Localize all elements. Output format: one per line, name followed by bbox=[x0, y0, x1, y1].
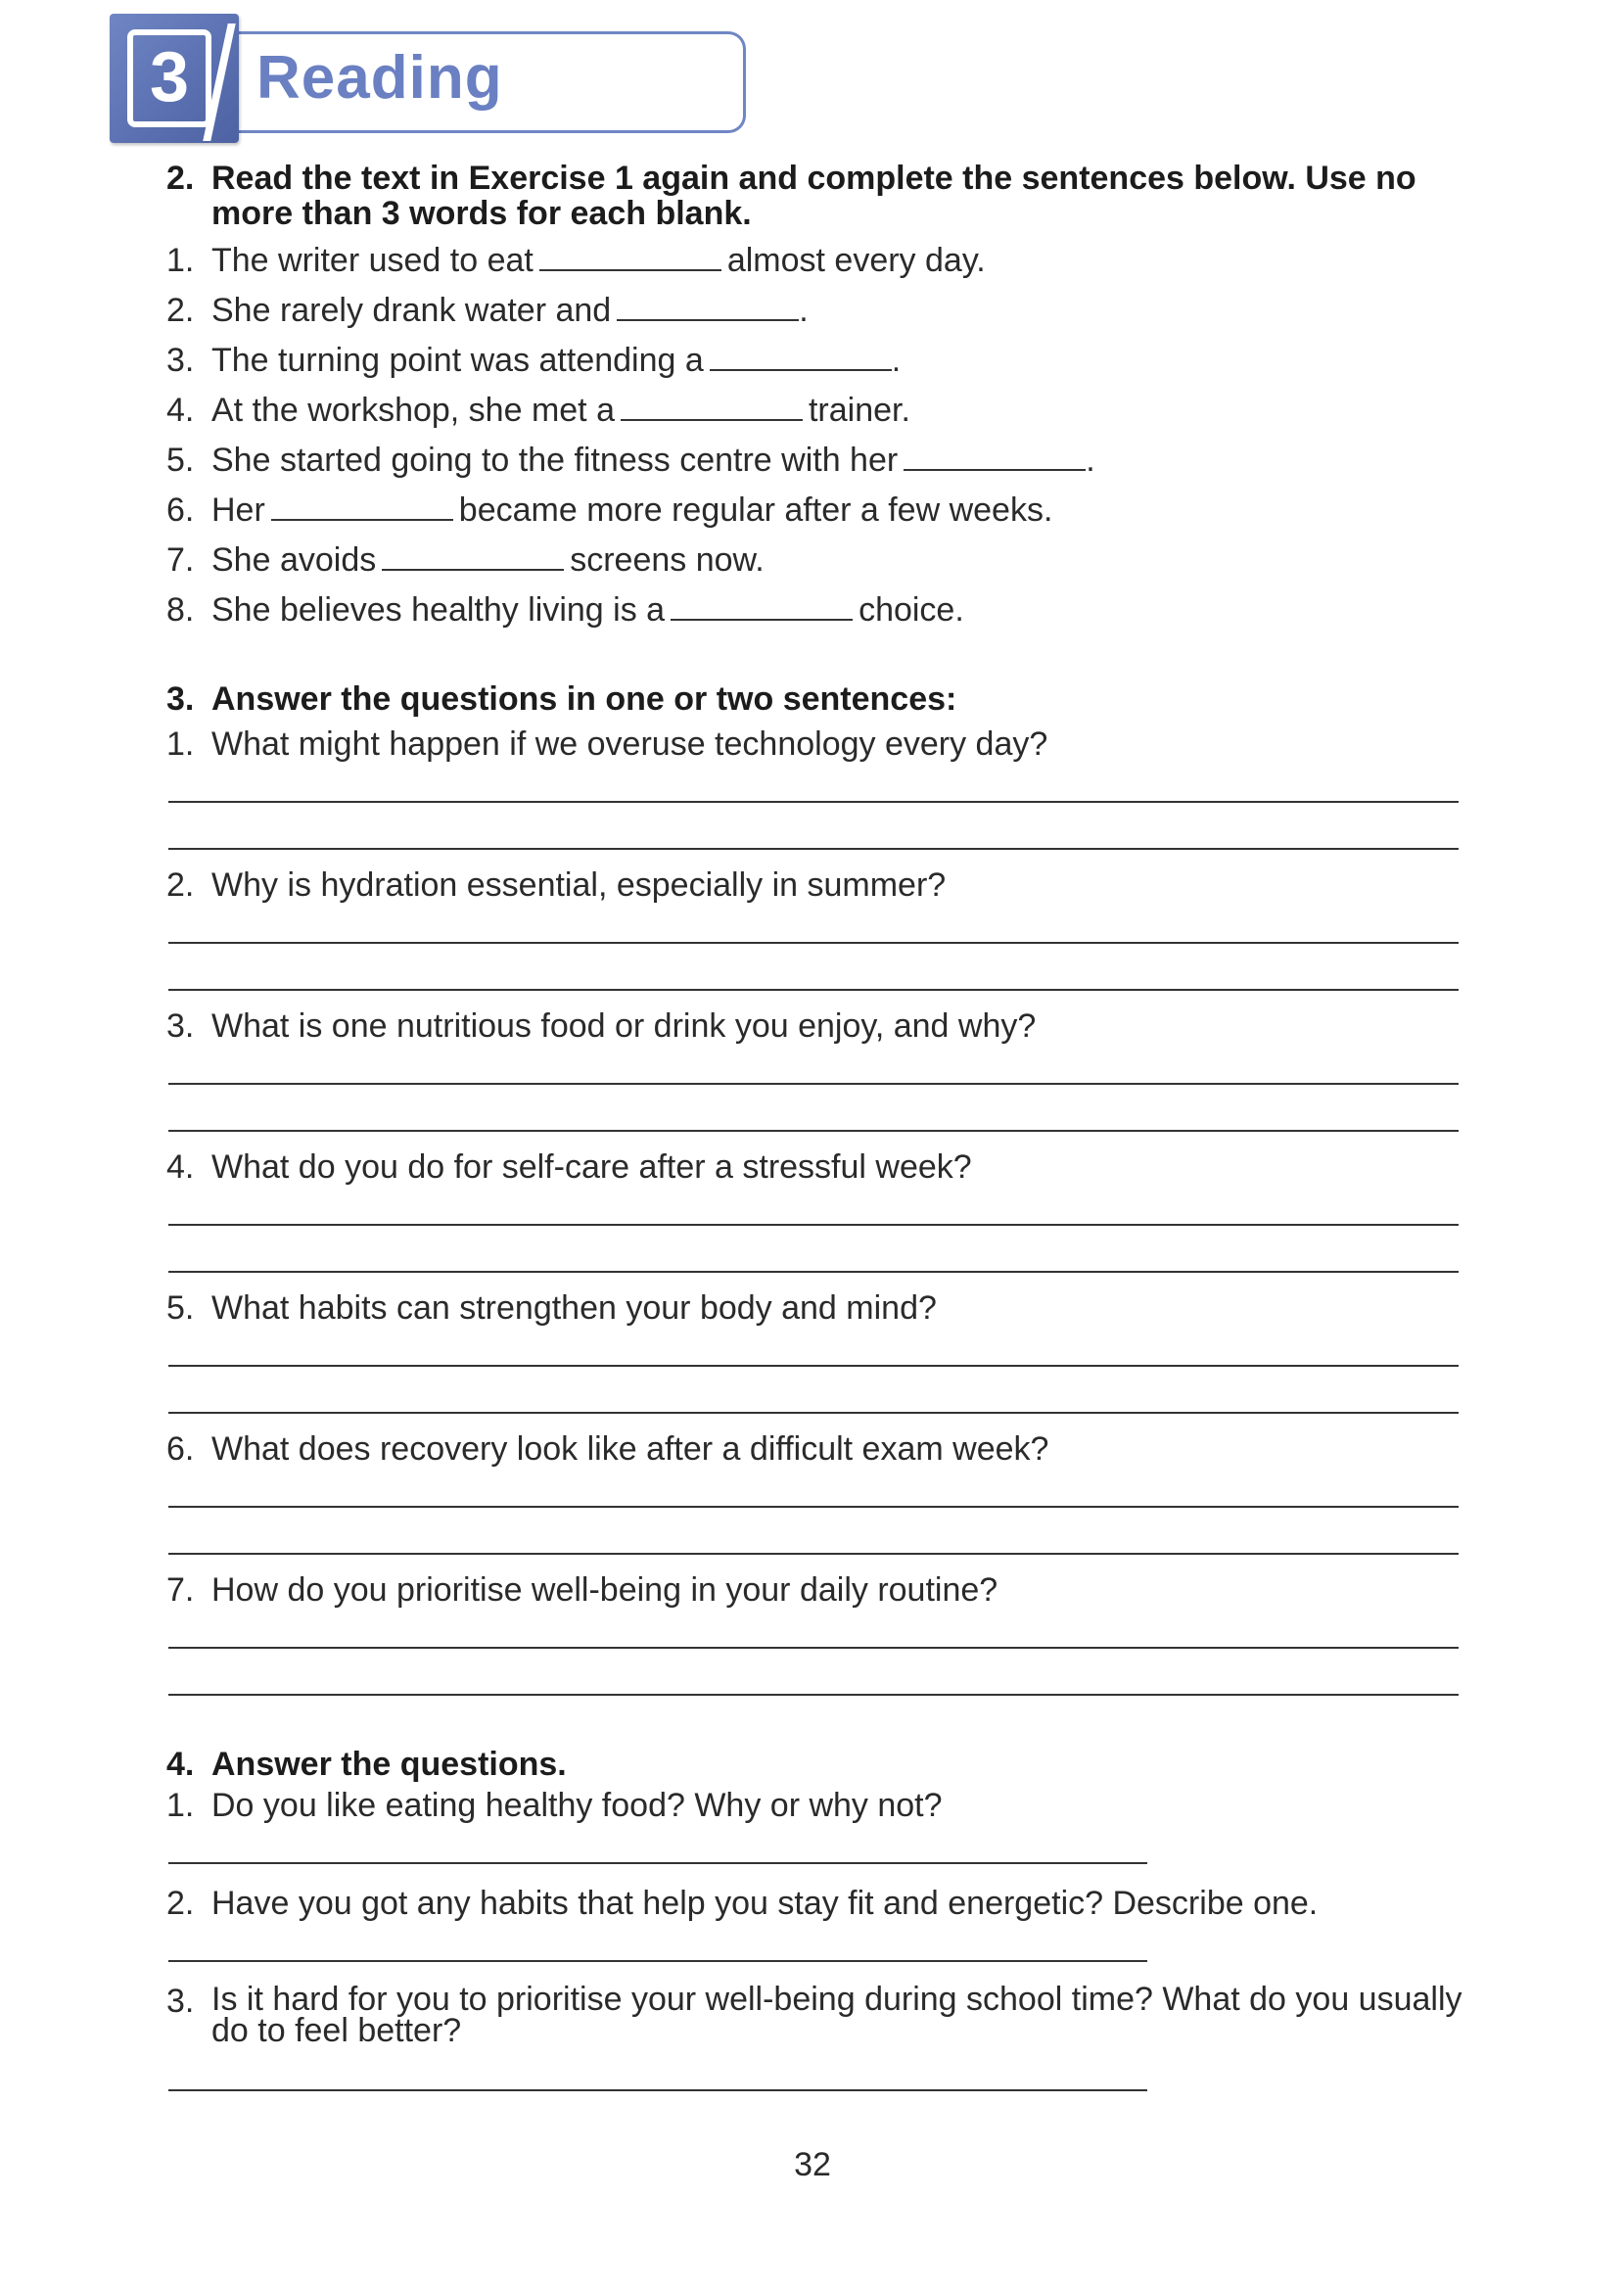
exercise-instruction: Read the text in Exercise 1 again and complete the sentences below. Use no more than 3 words for each blank. bbox=[211, 160, 1416, 232]
unit-badge bbox=[110, 14, 239, 143]
answer-line[interactable] bbox=[168, 1271, 1459, 1273]
sentence-item: 7. She avoids screens now. bbox=[166, 541, 765, 579]
answer-line[interactable] bbox=[168, 801, 1459, 803]
answer-blank[interactable] bbox=[904, 442, 1086, 471]
answer-line[interactable] bbox=[168, 1130, 1459, 1132]
answer-blank[interactable] bbox=[710, 342, 892, 371]
exercise-3-heading bbox=[166, 681, 1478, 717]
answer-line[interactable] bbox=[168, 989, 1459, 991]
answer-line[interactable] bbox=[168, 1553, 1459, 1555]
sentence-item: 2. She rarely drank water and . bbox=[166, 292, 809, 329]
answer-blank[interactable] bbox=[671, 591, 853, 621]
sentence-item: 6. Her became more regular after a few weeks. bbox=[166, 491, 1053, 529]
question-item: 7. How do you prioritise well-being in your daily routine? bbox=[166, 1571, 998, 1609]
sentence-item: 5. She started going to the fitness centre with her . bbox=[166, 442, 1095, 479]
exercise-number: 4. bbox=[166, 1746, 195, 1783]
question-item: 3. Is it hard for you to prioritise your well-being during school time? What do you usually do to feel better? bbox=[166, 1981, 1462, 2049]
question-item: 4. What do you do for self-care after a stressful week? bbox=[166, 1148, 972, 1186]
answer-blank[interactable] bbox=[271, 491, 453, 521]
answer-line[interactable] bbox=[168, 1365, 1459, 1367]
answer-line[interactable] bbox=[168, 1694, 1459, 1696]
unit-number: 3 bbox=[127, 29, 211, 127]
answer-line[interactable] bbox=[168, 1647, 1459, 1649]
answer-blank[interactable] bbox=[382, 541, 564, 571]
exercise-instruction: Answer the questions. bbox=[211, 1746, 567, 1783]
answer-line[interactable] bbox=[168, 848, 1459, 850]
answer-line[interactable] bbox=[168, 942, 1459, 944]
sentence-item: 3. The turning point was attending a . bbox=[166, 342, 902, 379]
answer-line[interactable] bbox=[168, 1224, 1459, 1226]
sentence-item: 1. The writer used to eat almost every day. bbox=[166, 242, 986, 279]
answer-line[interactable] bbox=[168, 1862, 1147, 1864]
answer-line[interactable] bbox=[168, 1083, 1459, 1085]
question-item: 1. Do you like eating healthy food? Why or why not? bbox=[166, 1787, 943, 1824]
answer-line[interactable] bbox=[168, 1412, 1459, 1414]
answer-blank[interactable] bbox=[539, 242, 721, 271]
question-item: 5. What habits can strengthen your body and mind? bbox=[166, 1289, 937, 1327]
answer-blank[interactable] bbox=[617, 292, 799, 321]
question-item: 2. Why is hydration essential, especially in summer? bbox=[166, 866, 947, 904]
exercise-4-heading bbox=[166, 1747, 1478, 1782]
answer-blank[interactable] bbox=[621, 392, 803, 421]
sentence-item: 4. At the workshop, she met a trainer. bbox=[166, 392, 910, 429]
sentence-item: 8. She believes healthy living is a choice. bbox=[166, 591, 964, 629]
exercise-number: 2. bbox=[166, 160, 195, 197]
answer-line[interactable] bbox=[168, 1506, 1459, 1508]
answer-line[interactable] bbox=[168, 1960, 1147, 1962]
page-number: 32 bbox=[794, 2146, 831, 2183]
exercise-instruction: Answer the questions in one or two sentences: bbox=[211, 680, 957, 718]
question-item: 3. What is one nutritious food or drink you enjoy, and why? bbox=[166, 1007, 1037, 1045]
page-title: Reading bbox=[256, 44, 503, 112]
question-item: 2. Have you got any habits that help you stay fit and energetic? Describe one. bbox=[166, 1885, 1319, 1922]
question-item: 1. What might happen if we overuse technology every day? bbox=[166, 725, 1048, 763]
exercise-2-heading bbox=[166, 161, 1478, 231]
answer-line[interactable] bbox=[168, 2089, 1147, 2091]
question-item: 6. What does recovery look like after a difficult exam week? bbox=[166, 1430, 1049, 1468]
exercise-number: 3. bbox=[166, 680, 195, 718]
